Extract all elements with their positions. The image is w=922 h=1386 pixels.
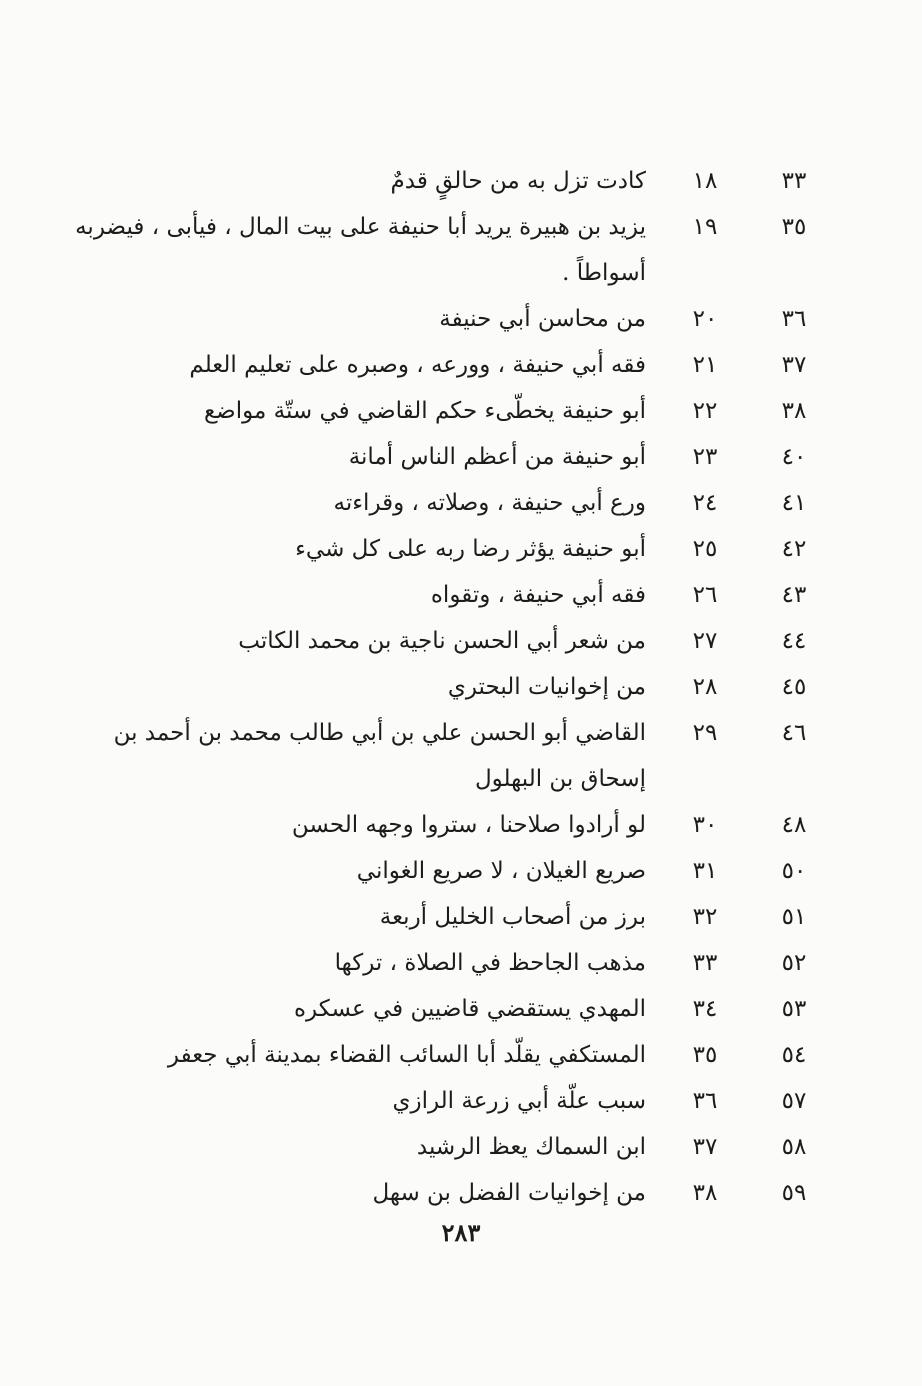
entry-page: ٥١ <box>781 904 807 930</box>
toc-entry <box>54 1032 824 1078</box>
entry-number: ٢٨ <box>692 674 718 700</box>
entry-page: ٣٨ <box>781 398 807 424</box>
entry-number: ٢٢ <box>692 398 718 424</box>
entry-number: ٣٦ <box>692 1088 718 1114</box>
toc-entry <box>54 986 824 1032</box>
toc-entry <box>54 940 824 986</box>
entry-page: ٣٦ <box>781 306 807 332</box>
entry-number: ٣٥ <box>692 1042 718 1068</box>
toc-entry <box>54 848 824 894</box>
entry-page: ٥٧ <box>781 1088 807 1114</box>
entry-title: من محاسن أبي حنيفة <box>439 306 646 332</box>
entry-title: ابن السماك يعظ الرشيد <box>416 1134 646 1160</box>
entry-page: ٥٩ <box>781 1180 807 1206</box>
entry-title: برز من أصحاب الخليل أربعة <box>379 904 646 930</box>
toc-entry <box>54 664 824 710</box>
entry-title: من إخوانيات البحتري <box>447 674 646 700</box>
entry-number: ٣٣ <box>692 950 718 976</box>
toc-entry <box>54 204 824 296</box>
page-number: ٢٨٣ <box>441 1218 481 1247</box>
entry-page: ٥٢ <box>781 950 807 976</box>
entry-number: ٢٥ <box>692 536 718 562</box>
entry-title: فقه أبي حنيفة ، وتقواه <box>430 582 646 608</box>
entry-page: ٤٠ <box>781 444 807 470</box>
entry-number: ٣١ <box>692 858 718 884</box>
entry-title: فقه أبي حنيفة ، وورعه ، وصبره على تعليم العلم <box>189 352 646 378</box>
toc-entry <box>54 1124 824 1170</box>
toc-entry <box>54 388 824 434</box>
entry-page: ٣٣ <box>781 168 807 194</box>
toc-entry <box>54 342 824 388</box>
entry-page: ٤١ <box>781 490 807 516</box>
toc-entry <box>54 572 824 618</box>
table-of-contents <box>54 158 824 1216</box>
entry-title: من شعر أبي الحسن ناجية بن محمد الكاتب <box>238 628 646 654</box>
entry-number: ٣٤ <box>692 996 718 1022</box>
entry-title: أبو حنيفة يخطّىء حكم القاضي في ستّة مواضع <box>203 398 646 424</box>
toc-entry <box>54 710 824 802</box>
toc-entry <box>54 434 824 480</box>
entry-title: من إخوانيات الفضل بن سهل <box>372 1180 646 1206</box>
entry-number: ٢٠ <box>692 306 718 332</box>
entry-number: ٣٨ <box>692 1180 718 1206</box>
entry-title: سبب علّة أبي زرعة الرازي <box>392 1088 646 1114</box>
toc-entry <box>54 158 824 204</box>
entry-number: ١٨ <box>692 168 718 194</box>
entry-page: ٤٥ <box>781 674 807 700</box>
entry-number: ٣٠ <box>692 812 718 838</box>
entry-number: ٣٧ <box>692 1134 718 1160</box>
entry-number: ٢٦ <box>692 582 718 608</box>
entry-title: كادت تزل به من حالقٍ قدمٌ <box>390 168 646 194</box>
entry-page: ٤٨ <box>781 812 807 838</box>
toc-entry <box>54 480 824 526</box>
entry-page: ٤٦ <box>781 720 807 746</box>
entry-page: ٤٢ <box>781 536 807 562</box>
entry-title: يزيد بن هبيرة يريد أبا حنيفة على بيت المال ، فيأبى ، فيضربه أسواطاً . <box>75 214 646 286</box>
entry-title: مذهب الجاحظ في الصلاة ، تركها <box>334 950 646 976</box>
toc-entry <box>54 894 824 940</box>
entry-page: ٤٣ <box>781 582 807 608</box>
entry-title: المهدي يستقضي قاضيين في عسكره <box>294 996 646 1022</box>
entry-number: ٢٧ <box>692 628 718 654</box>
entry-title: القاضي أبو الحسن علي بن أبي طالب محمد بن أحمد بن إسحاق بن البهلول <box>113 720 646 792</box>
entry-number: ٢٤ <box>692 490 718 516</box>
entry-title: صريع الغيلان ، لا صريع الغواني <box>356 858 646 884</box>
entry-page: ٣٧ <box>781 352 807 378</box>
entry-title: أبو حنيفة من أعظم الناس أمانة <box>348 444 646 470</box>
toc-entry <box>54 802 824 848</box>
entry-number: ١٩ <box>692 214 718 240</box>
toc-entry <box>54 296 824 342</box>
entry-title: ورع أبي حنيفة ، وصلاته ، وقراءته <box>333 490 646 516</box>
entry-title: أبو حنيفة يؤثر رضا ربه على كل شيء <box>295 536 646 562</box>
entry-page: ٤٤ <box>781 628 807 654</box>
entry-page: ٣٥ <box>781 214 807 240</box>
entry-page: ٥٤ <box>781 1042 807 1068</box>
toc-entry <box>54 1170 824 1216</box>
toc-entry <box>54 618 824 664</box>
entry-page: ٥٨ <box>781 1134 807 1160</box>
entry-number: ٢٩ <box>692 720 718 746</box>
entry-title: لو أرادوا صلاحنا ، ستروا وجهه الحسن <box>291 812 646 838</box>
toc-entry <box>54 526 824 572</box>
entry-page: ٥٠ <box>781 858 807 884</box>
entry-number: ٣٢ <box>692 904 718 930</box>
entry-page: ٥٣ <box>781 996 807 1022</box>
entry-number: ٢٣ <box>692 444 718 470</box>
entry-title: المستكفي يقلّد أبا السائب القضاء بمدينة أبي جعفر <box>167 1042 646 1068</box>
entry-number: ٢١ <box>692 352 718 378</box>
toc-entry <box>54 1078 824 1124</box>
